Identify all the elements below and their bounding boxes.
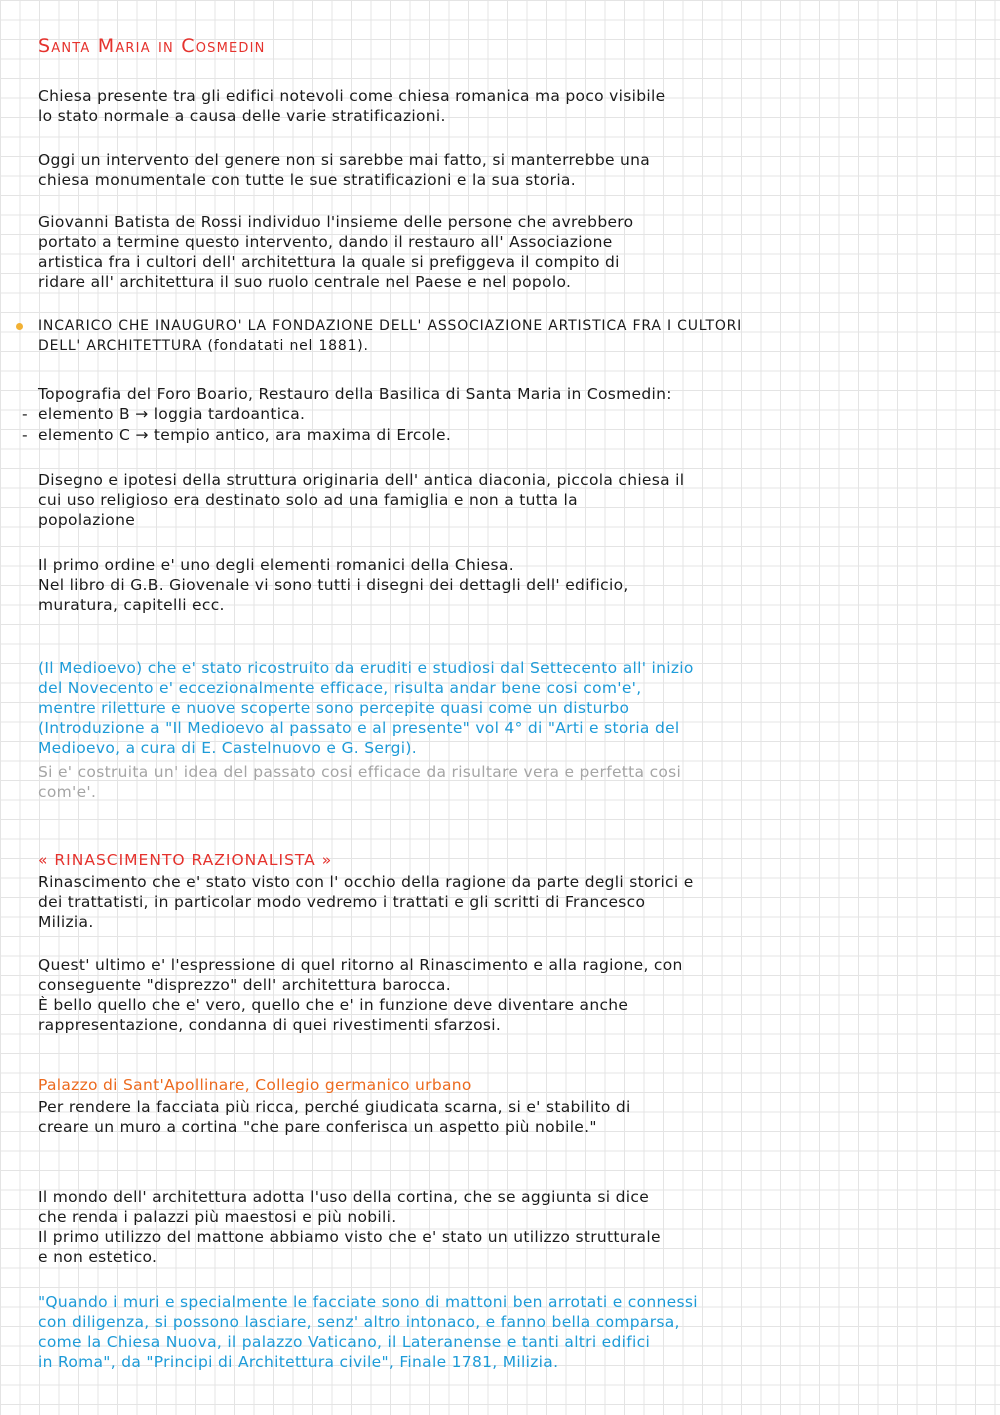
paragraph-topografia	[38, 384, 968, 404]
paragraph-mondo	[38, 1187, 968, 1267]
text-line: creare un muro a cortina "che pare conferisca un aspetto più nobile."	[38, 1118, 597, 1136]
text-line: "Quando i muri e specialmente le facciate sono di mattoni ben arrotati e connessi	[38, 1293, 698, 1311]
topografia-item-b	[38, 404, 968, 424]
text-line: Oggi un intervento del genere non si sarebbe mai fatto, si manterrebbe una	[38, 151, 651, 169]
text-line: Disegno e ipotesi della struttura originaria dell' antica diaconia, piccola chiesa il	[38, 471, 685, 489]
text-line: con diligenza, si possono lasciare, senz' altro intonaco, e fanno bella comparsa,	[38, 1313, 680, 1331]
text-line: come la Chiesa Nuova, il palazzo Vaticano, il Lateranense e tanti altri edifici	[38, 1333, 651, 1351]
text-line: conseguente "disprezzo" dell' architettura barocca.	[38, 976, 451, 994]
text-line: Il primo ordine e' uno degli elementi romanici della Chiesa.	[38, 556, 514, 574]
text-line: INCARICO CHE INAUGURO' LA FONDAZIONE DELL' ASSOCIAZIONE ARTISTICA FRA I CULTORI	[38, 318, 743, 334]
text-line: Medioevo, a cura di E. Castelnuovo e G. Sergi).	[38, 739, 417, 757]
text-line: in Roma", da "Principi di Architettura civile", Finale 1781, Milizia.	[38, 1353, 559, 1371]
list-item: elemento B → loggia tardoantica.	[38, 405, 306, 423]
text-line: Il primo utilizzo del mattone abbiamo visto che e' stato un utilizzo strutturale	[38, 1228, 661, 1246]
text-line: lo stato normale a causa delle varie stratificazioni.	[38, 107, 446, 125]
text-line: (Introduzione a "Il Medioevo al passato e al presente" vol 4° di "Arti e storia del	[38, 719, 680, 737]
text-line: ridare all' architettura il suo ruolo centrale nel Paese e nel popolo.	[38, 273, 572, 291]
list-item: elemento C → tempio antico, ara maxima di Ercole.	[38, 426, 452, 444]
dash-bullet-icon: -	[22, 405, 28, 423]
text-line: Nel libro di G.B. Giovenale vi sono tutti i disegni dei dettagli dell' edificio,	[38, 576, 629, 594]
text-line: com'e'.	[38, 783, 97, 801]
text-line: Il mondo dell' architettura adotta l'uso della cortina, che se aggiunta si dice	[38, 1188, 650, 1206]
paragraph-palazzo	[38, 1097, 968, 1137]
paragraph-primo-ordine	[38, 555, 968, 615]
text-line: mentre riletture e nuove scoperte sono percepite quasi come un disturbo	[38, 699, 630, 717]
text-line: muratura, capitelli ecc.	[38, 596, 225, 614]
text-line: artistica fra i cultori dell' architettura la quale si prefiggeva il compito di	[38, 253, 620, 271]
paragraph-rinascimento	[38, 872, 968, 932]
text-line: Si e' costruita un' idea del passato cosi efficace da risultare vera e perfetta cosi	[38, 763, 682, 781]
note-gray	[38, 762, 968, 802]
text-line: Rinascimento che e' stato visto con l' occhio della ragione da parte degli storici e	[38, 873, 694, 891]
paragraph-oggi	[38, 150, 968, 190]
text-line: Chiesa presente tra gli edifici notevoli come chiesa romanica ma poco visibile	[38, 87, 666, 105]
topografia-item-c	[38, 425, 968, 445]
text-line: Giovanni Batista de Rossi individuo l'insieme delle persone che avrebbero	[38, 213, 634, 231]
paragraph-disegno	[38, 470, 968, 530]
text-line: Per rendere la facciata più ricca, perché giudicata scarna, si e' stabilito di	[38, 1098, 631, 1116]
paragraph-incarico	[38, 316, 968, 356]
text-line: del Novecento e' eccezionalmente efficace, risulta andar bene cosi com'e',	[38, 679, 642, 697]
text-line: portato a termine questo intervento, dando il restauro all' Associazione	[38, 233, 613, 251]
text-line: (Il Medioevo) che e' stato ricostruito da eruditi e studiosi dal Settecento all' inizio	[38, 659, 694, 677]
paragraph-giovanni	[38, 212, 968, 292]
text-line: cui uso religioso era destinato solo ad una famiglia e non a tutta la	[38, 491, 578, 509]
dash-bullet-icon: -	[22, 426, 28, 444]
text-line: Quest' ultimo e' l'espressione di quel ritorno al Rinascimento e alla ragione, con	[38, 956, 683, 974]
text-line: È bello quello che e' vero, quello che e' in funzione deve diventare anche	[38, 996, 629, 1014]
section-title: « RINASCIMENTO RAZIONALISTA »	[38, 851, 333, 869]
bullet-dot-icon	[16, 323, 23, 330]
text-line: popolazione	[38, 511, 136, 529]
text-line: rappresentazione, condanna di quei rivestimenti sfarzosi.	[38, 1016, 502, 1034]
text-line: DELL' ARCHITETTURA (fondatati nel 1881).	[38, 338, 369, 354]
paragraph-quest-ultimo	[38, 955, 968, 1035]
quote-medioevo	[38, 658, 968, 758]
section-title: Palazzo di Sant'Apollinare, Collegio germanico urbano	[38, 1076, 472, 1094]
section-title-rinascimento	[38, 850, 968, 870]
quote-milizia	[38, 1292, 968, 1372]
text-line: che renda i palazzi più maestosi e più nobili.	[38, 1208, 397, 1226]
text-line: dei trattatisti, in particolar modo vedremo i trattati e gli scritti di Francesco	[38, 893, 646, 911]
section-title-palazzo	[38, 1075, 968, 1095]
text-line: Milizia.	[38, 913, 94, 931]
title-text: Santa Maria in Cosmedin	[38, 35, 266, 57]
page-title	[38, 36, 968, 56]
text-line: Topografia del Foro Boario, Restauro della Basilica di Santa Maria in Cosmedin:	[38, 385, 672, 403]
text-line: e non estetico.	[38, 1248, 158, 1266]
text-line: chiesa monumentale con tutte le sue stratificazioni e la sua storia.	[38, 171, 576, 189]
paragraph-intro	[38, 86, 968, 126]
